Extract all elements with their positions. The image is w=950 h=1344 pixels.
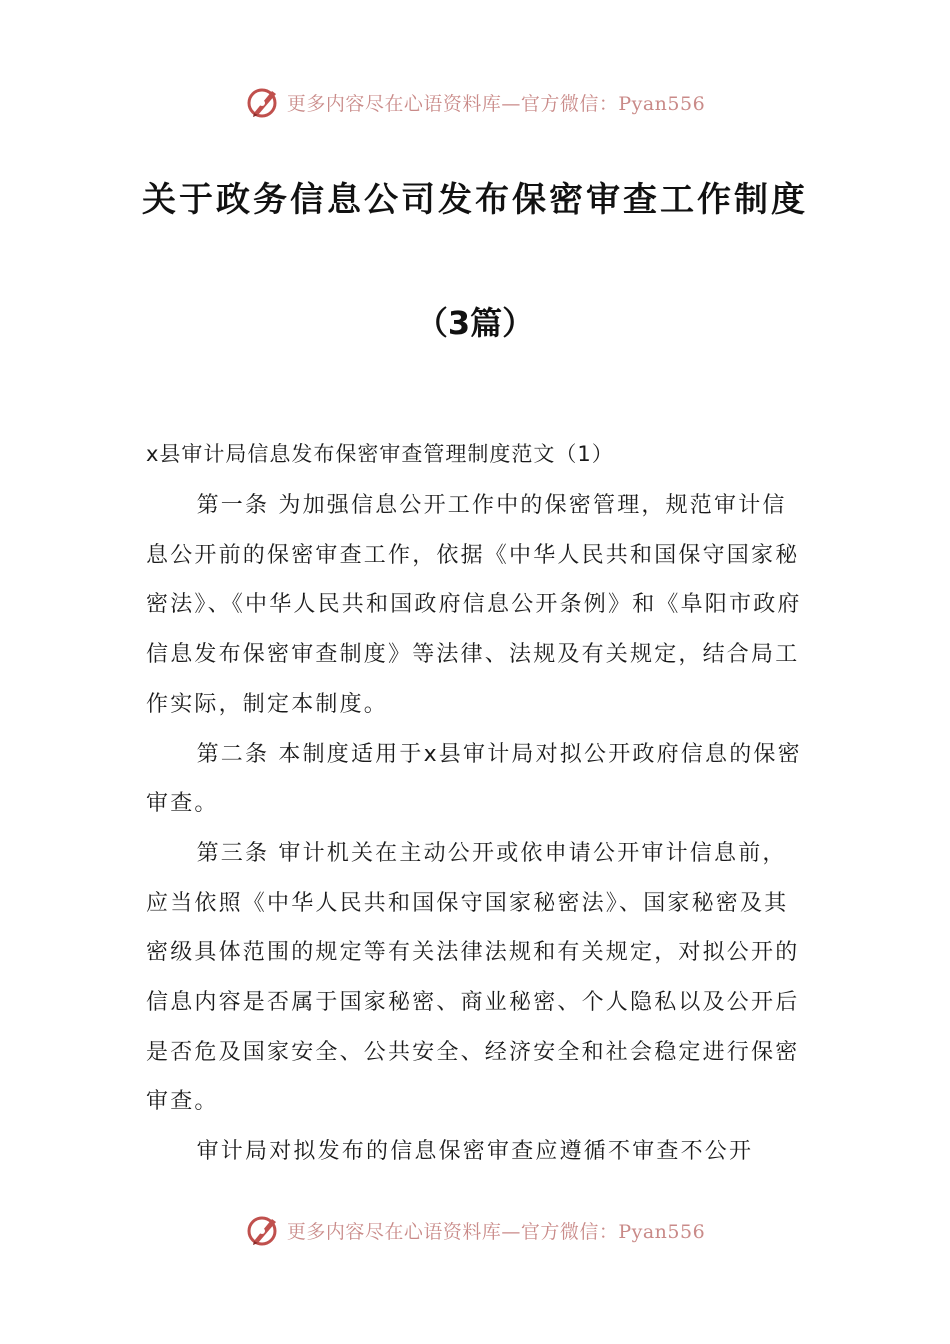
paragraph-review-principle: 审计局对拟发布的信息保密审查应遵循不审查不公开 xyxy=(196,1139,754,1165)
header-banner xyxy=(0,82,950,122)
paragraph-article-1: 第一条 为加强信息公开工作中的保密管理，规范审计信息公开前的保密审查工作，依据《中华人民共和国保守国家秘密法》、《中华人民共和国政府信息公开条例》和《阜阳市政府信息发布保密审查制度》等法律、法规及有关规定，结合局工作实际，制定本制度。 xyxy=(146,493,802,717)
pen-circle-logo-icon xyxy=(245,1212,281,1248)
page-subtitle: （3篇） xyxy=(415,304,535,342)
footer-banner xyxy=(0,1210,950,1250)
document-body xyxy=(146,481,810,1177)
pen-circle-logo-icon xyxy=(245,84,281,120)
paragraph-article-3: 第三条 审计机关在主动公开或依申请公开审计信息前，应当依照《中华人民共和国保守国家秘密法》、国家秘密及其密级具体范围的规定等有关法律法规和有关规定，对拟公开的信息内容是否属于国家秘密、商业秘密、个人隐私以及公开后是否危及国家安全、公共安全、经济安全和社会稳定进行保密审查。 xyxy=(146,840,800,1115)
header-banner-text: 更多内容尽在心语资料库—官方微信：Pyan556 xyxy=(286,92,706,115)
page-title: 关于政务信息公司发布保密审查工作制度 xyxy=(142,180,808,220)
footer-banner-text: 更多内容尽在心语资料库—官方微信：Pyan556 xyxy=(286,1220,706,1243)
paragraph-article-2: 第二条 本制度适用于x县审计局对拟公开政府信息的保密审查。 xyxy=(146,741,802,817)
document-heading: x县审计局信息发布保密审查管理制度范文（1） xyxy=(146,442,614,466)
